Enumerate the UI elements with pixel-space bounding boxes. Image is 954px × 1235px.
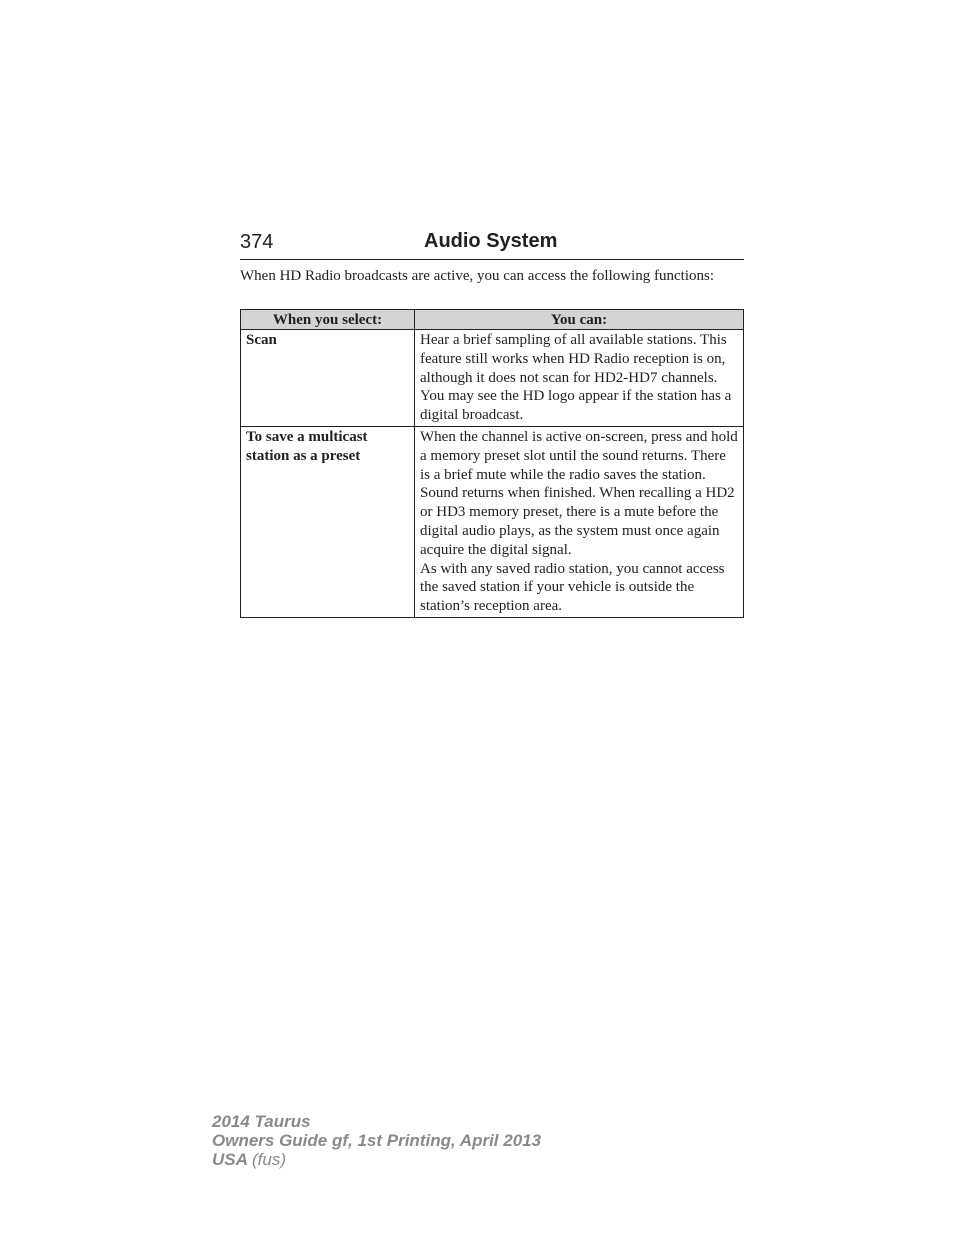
- column-header-when-you-select: When you select:: [241, 310, 415, 330]
- action-text: Hear a brief sampling of all available stations. This feature still works when HD Radio reception is on, although it does not scan for HD2-HD7 channels. You may see the HD logo appear if the station has a digital broadcast.: [420, 332, 732, 424]
- page-footer: [212, 1112, 541, 1169]
- action-cell-multicast-preset: [415, 426, 744, 617]
- footer-model: 2014 Taurus: [212, 1112, 311, 1131]
- section-title: Audio System: [424, 230, 558, 252]
- intro-paragraph: When HD Radio broadcasts are active, you can access the following functions:: [240, 268, 715, 284]
- footer-market-name: USA: [212, 1150, 248, 1169]
- action-cell-scan: [415, 330, 744, 427]
- footer-market: [212, 1150, 541, 1169]
- column-header-you-can: You can:: [415, 310, 744, 330]
- page-header: [240, 228, 744, 260]
- table-row-scan: [241, 330, 744, 427]
- select-cell-scan: Scan: [241, 330, 415, 427]
- footer-edition: Owners Guide gf, 1st Printing, April 2013: [212, 1131, 542, 1150]
- action-text: As with any saved radio station, you cannot access the saved station if your vehicle is outside the station’s reception area.: [420, 560, 725, 615]
- hd-radio-functions-table: [240, 309, 744, 618]
- action-text: When the channel is active on-screen, press and hold a memory preset slot until the sound returns. There is a brief mute while the radio saves the station. Sound returns when finished. When recalling a HD2 or HD3 memory preset, there is a mute before the digital audio plays, as the system must once again acquire the digital signal.: [420, 428, 738, 558]
- table-header-row: [241, 310, 744, 330]
- table-row-multicast-preset: [241, 426, 744, 617]
- page-number: 374: [240, 231, 274, 253]
- footer-market-code: (fus): [252, 1150, 286, 1169]
- select-cell-multicast-preset: To save a multicast station as a preset: [241, 426, 415, 617]
